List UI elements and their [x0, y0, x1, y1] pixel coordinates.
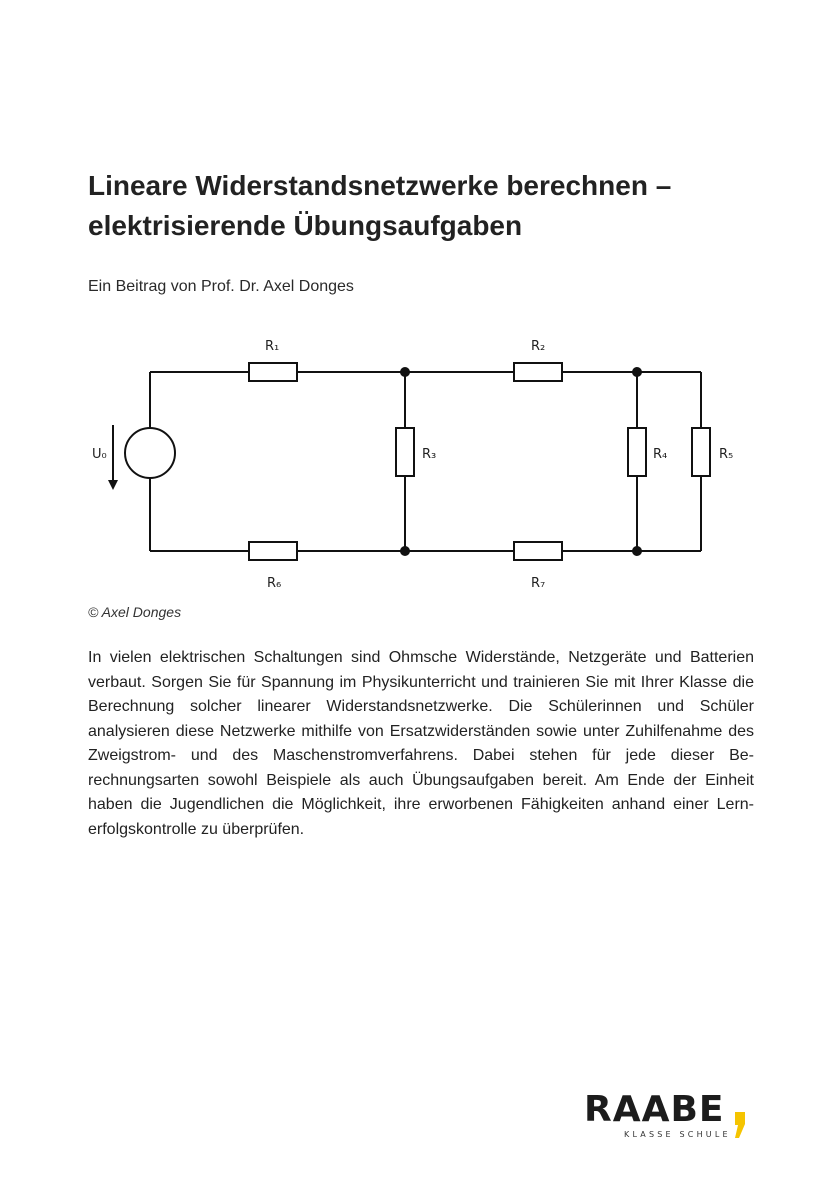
label-r5: R₅ [719, 447, 734, 462]
resistor-r3 [396, 428, 414, 476]
title-line-1: Lineare Widerstandsnetzwerke berechnen – [88, 170, 672, 201]
resistor-r2 [514, 363, 562, 381]
label-r3: R₃ [422, 447, 437, 462]
junction-node [632, 546, 642, 556]
voltage-arrow-head [108, 480, 118, 490]
author-line: Ein Beitrag von Prof. Dr. Axel Donges [88, 278, 354, 295]
page-title [88, 166, 768, 246]
label-r2: R₂ [531, 339, 546, 354]
label-u0: U₀ [92, 447, 107, 462]
logo-comma-icon [734, 1112, 746, 1138]
resistor-r6 [249, 542, 297, 560]
junction-node [632, 367, 642, 377]
resistor-r4 [628, 428, 646, 476]
logo-wordmark: RAABE [584, 1089, 725, 1130]
label-r7: R₇ [531, 576, 546, 590]
circuit-diagram [80, 330, 760, 590]
raabe-logo [584, 1088, 754, 1148]
label-r6: R₆ [267, 576, 282, 590]
logo-tagline: KLASSE SCHULE [624, 1130, 731, 1139]
junction-node [400, 367, 410, 377]
junction-node [400, 546, 410, 556]
figure-caption: © Axel Donges [88, 604, 182, 620]
voltage-source [125, 428, 175, 478]
resistor-r1 [249, 363, 297, 381]
label-r4: R₄ [653, 447, 668, 462]
body-paragraph: In vielen elektrischen Schaltungen sind Ohmsche Widerstände, Netzgeräte und Batterien verbaut. Sorgen Sie für Spannung im Physikunterricht und trainieren Sie mit Ihrer Klasse die Berechnung solcher linearer Widerstandsnetzwerke. Die Schülerinnen und Schüler analysieren diese Netzwerke mithilfe von Ersatzwiderständen sowie unter Zuhilfenahme des Zweigstrom- und des Maschenstromverfahrens. Dabei stehen für jede dieser Berechnungsarten sowohl Beispiele als auch Übungsaufgaben bereit. Am Ende der Einheit haben die Jugendlichen die Möglichkeit, ihre erworbenen Fähigkeiten anhand einer Lernerfolgskontrolle zu überprüfen. [88, 649, 754, 838]
label-r1: R₁ [265, 339, 280, 354]
resistor-r5 [692, 428, 710, 476]
title-line-2: elektrisierende Übungsaufgaben [88, 210, 523, 241]
resistor-r7 [514, 542, 562, 560]
